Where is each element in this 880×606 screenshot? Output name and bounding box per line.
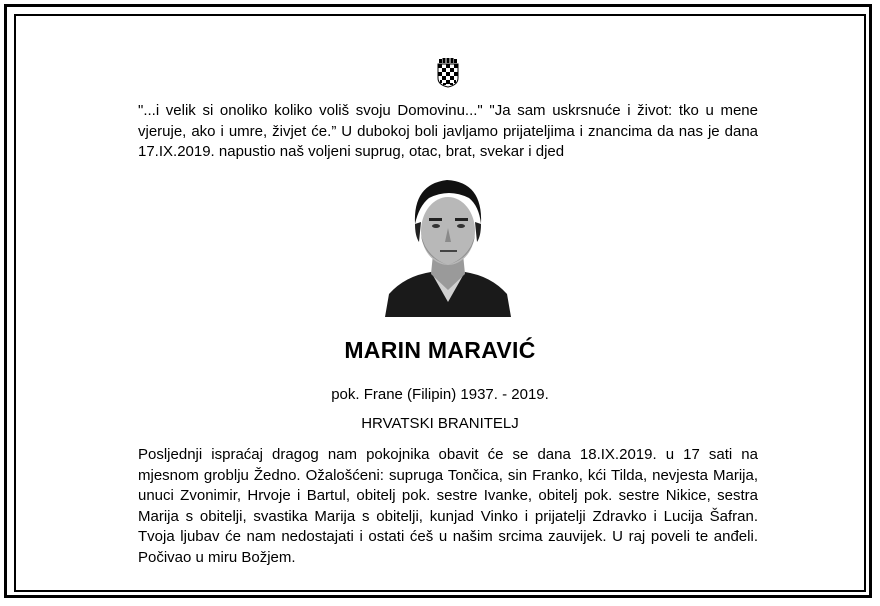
funeral-details-text: Posljednji ispraćaj dragog nam pokojnika obavit će se dana 18.IX.2019. u 17 sati na mjesnom groblju Žedno. Ožalošćeni: supruga Tončica, sin Franko, kći Tilda, nevjesta Marija, unuci Zvonimir, Hrvoje i Bartul, obitelj pok. sestre Ivanke, obitelj pok. sestre Nikice, sestra Marija s obitelji, svastika Marija s obitelji, kunjad Vinko i prijatelji Zdravko i Lucija Šafran. Tvoja ljubav će nam nedostajati i ostati ćeš u našim srcima zauvijek. U raj poveli te anđeli. Počivao u miru Božjem. xyxy=(138,446,758,566)
intro-text: "...i velik si onoliko koliko voliš svoju Domovinu..." "Ja sam uskrsnuće i život: tko u mene vjeruje, ako i umre, živjet će.” U dubokoj boli javljamo prijateljima i znancima da nas je dana 17.IX.2019. napustio naš voljeni suprug, otac, brat, svekar i djed xyxy=(138,102,758,160)
croatian-coat-of-arms-icon xyxy=(437,58,459,88)
dates-line: pok. Frane (Filipin) 1937. - 2019. xyxy=(331,386,549,403)
deceased-name: MARIN MARAVIĆ xyxy=(344,337,536,363)
title-line: HRVATSKI BRANITELJ xyxy=(361,415,519,432)
portrait-photo xyxy=(385,176,511,317)
